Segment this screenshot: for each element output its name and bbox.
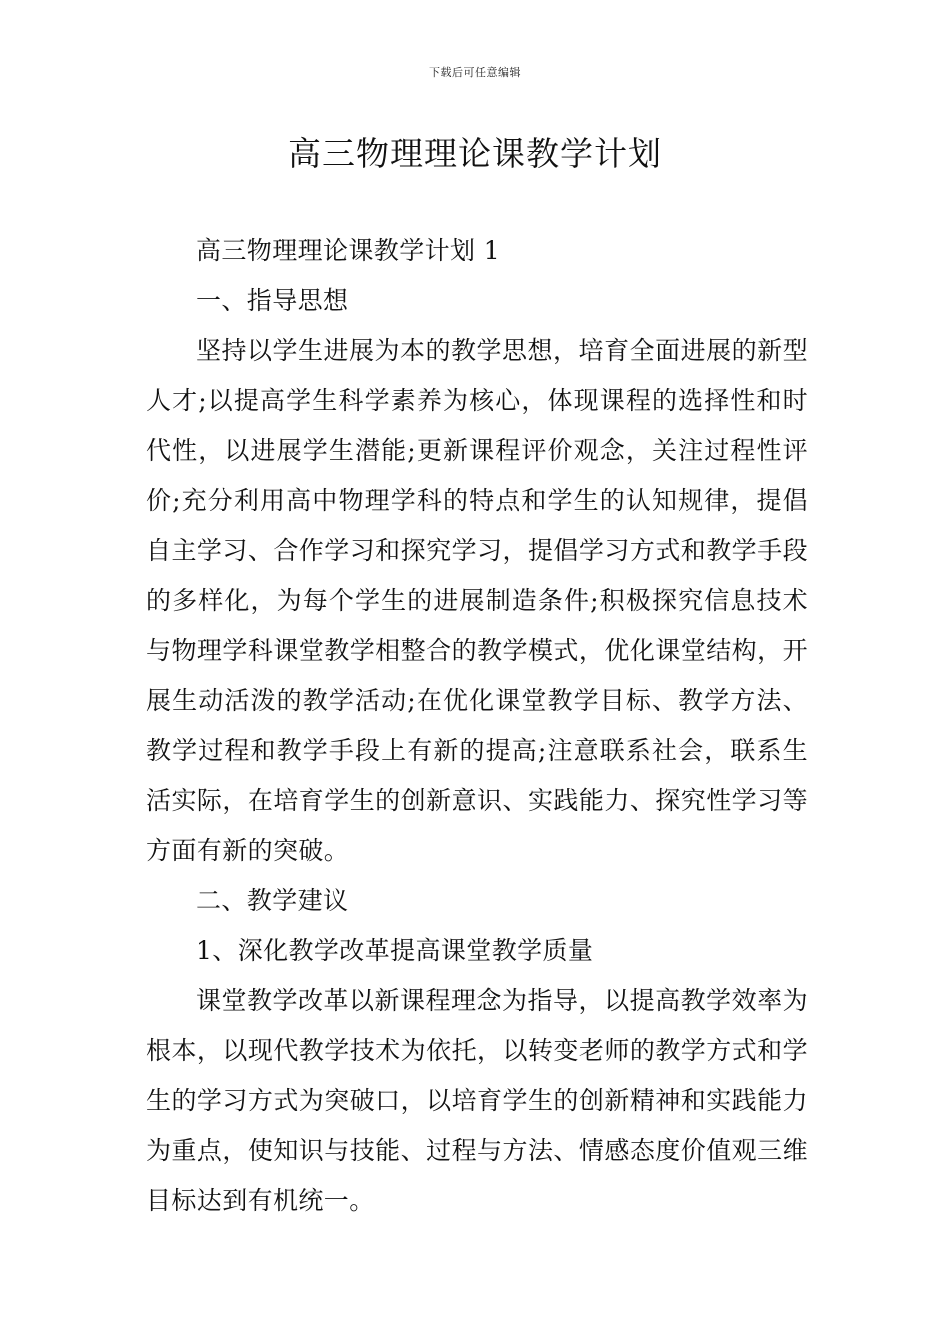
section-subtitle: 高三物理理论课教学计划 1: [196, 236, 501, 265]
subheading-deepen-reform: 1、深化教学改革提高课堂教学质量: [196, 936, 594, 965]
heading-teaching-suggestions: 二、教学建议: [196, 886, 349, 915]
paragraph-guiding-ideology: 坚持以学生进展为本的教学思想，培育全面进展的新型人才;以提高学生科学素养为核心，体现课程的选择性和时代性，以进展学生潜能;更新课程评价观念，关注过程性评价;充分利用高中物理学科的特点和学生的认知规律，提倡自主学习、合作学习和探究学习，提倡学习方式和教学手段的多样化，为每个学生的进展制造条件;积极探究信息技术与物理学科课堂教学相整合的教学模式，优化课堂结构，开展生动活泼的教学活动;在优化课堂教学目标、教学方法、教学过程和教学手段上有新的提高;注意联系社会，联系生活实际，在培育学生的创新意识、实践能力、探究性学习等方面有新的突破。: [146, 336, 808, 865]
header-note: 下载后可任意编辑: [429, 66, 521, 79]
heading-guiding-ideology: 一、指导思想: [196, 286, 349, 315]
document-body: [146, 226, 808, 1226]
paragraph-classroom-reform: 课堂教学改革以新课程理念为指导，以提高教学效率为根本，以现代教学技术为依托，以转变老师的教学方式和学生的学习方式为突破口，以培育学生的创新精神和实践能力为重点，使知识与技能、过程与方法、情感态度价值观三维目标达到有机统一。: [146, 986, 808, 1215]
document-title: 高三物理理论课教学计划: [288, 134, 662, 173]
